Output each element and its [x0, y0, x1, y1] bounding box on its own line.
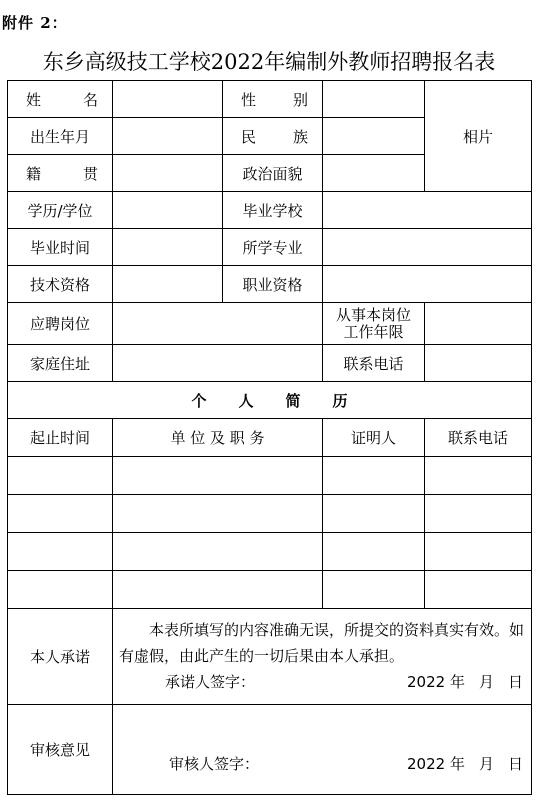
resume-witness-cell[interactable]	[323, 495, 425, 533]
commitment-signer-label: 承诺人签字：	[165, 673, 256, 691]
resume-period-cell[interactable]	[8, 457, 113, 495]
years-label: 从事本岗位 工作年限	[323, 303, 425, 345]
name-field[interactable]	[113, 81, 223, 118]
resume-col-unit: 单 位 及 职 务	[113, 419, 323, 457]
prof-qual-field[interactable]	[323, 266, 532, 303]
major-label: 所学专业	[223, 229, 323, 266]
table-row	[8, 571, 532, 609]
grad-time-label: 毕业时间	[8, 229, 113, 266]
resume-unit-cell[interactable]	[113, 495, 323, 533]
name-label: 姓 名	[8, 81, 113, 118]
review-date: 2022 年 月 日	[407, 755, 523, 773]
grad-time-field[interactable]	[113, 229, 223, 266]
commitment-content	[113, 609, 532, 705]
tech-qual-label: 技术资格	[8, 266, 113, 303]
address-label: 家庭住址	[8, 345, 113, 382]
political-label: 政治面貌	[223, 155, 323, 192]
ethnic-field[interactable]	[323, 118, 425, 155]
commitment-label: 本人承诺	[8, 609, 113, 705]
commitment-text: 本表所填写的内容准确无误，所提交的资料真实有效。如有虚假，由此产生的一切后果由本人承担。	[119, 621, 525, 665]
gender-field[interactable]	[323, 81, 425, 118]
major-field[interactable]	[323, 229, 532, 266]
phone-label: 联系电话	[323, 345, 425, 382]
resume-period-cell[interactable]	[8, 495, 113, 533]
position-field[interactable]	[113, 303, 323, 345]
resume-unit-cell[interactable]	[113, 571, 323, 609]
resume-phone-cell[interactable]	[425, 495, 532, 533]
ethnic-label: 民 族	[223, 118, 323, 155]
annex-label: 附件 2：	[2, 14, 68, 32]
resume-phone-cell[interactable]	[425, 571, 532, 609]
review-signer-label: 审核人签字：	[169, 755, 260, 773]
form-title: 东乡高级技工学校2022年编制外教师招聘报名表	[42, 50, 496, 74]
resume-witness-cell[interactable]	[323, 571, 425, 609]
photo-label: 相片	[462, 127, 493, 146]
commitment-date: 2022 年 月 日	[407, 673, 523, 691]
resume-col-witness: 证明人	[323, 419, 425, 457]
resume-witness-cell[interactable]	[323, 533, 425, 571]
phone-field[interactable]	[425, 345, 532, 382]
review-content[interactable]	[113, 705, 532, 795]
birth-field[interactable]	[113, 118, 223, 155]
review-label: 审核意见	[8, 705, 113, 795]
resume-col-period: 起止时间	[8, 419, 113, 457]
prof-qual-label: 职业资格	[223, 266, 323, 303]
resume-witness-cell[interactable]	[323, 457, 425, 495]
years-field[interactable]	[425, 303, 532, 345]
photo-box[interactable]	[425, 81, 532, 192]
school-label: 毕业学校	[223, 192, 323, 229]
registration-form	[7, 80, 532, 795]
resume-phone-cell[interactable]	[425, 457, 532, 495]
education-label: 学历/学位	[8, 192, 113, 229]
address-field[interactable]	[113, 345, 323, 382]
table-row	[8, 495, 532, 533]
native-label: 籍 贯	[8, 155, 113, 192]
resume-unit-cell[interactable]	[113, 457, 323, 495]
resume-heading: 个 人 简 历	[8, 382, 532, 419]
resume-period-cell[interactable]	[8, 571, 113, 609]
school-field[interactable]	[323, 192, 532, 229]
resume-unit-cell[interactable]	[113, 533, 323, 571]
position-label: 应聘岗位	[8, 303, 113, 345]
gender-label: 性 别	[223, 81, 323, 118]
political-field[interactable]	[323, 155, 425, 192]
resume-period-cell[interactable]	[8, 533, 113, 571]
resume-col-phone: 联系电话	[425, 419, 532, 457]
tech-qual-field[interactable]	[113, 266, 223, 303]
table-row	[8, 457, 532, 495]
resume-phone-cell[interactable]	[425, 533, 532, 571]
education-field[interactable]	[113, 192, 223, 229]
birth-label: 出生年月	[8, 118, 113, 155]
table-row	[8, 533, 532, 571]
native-field[interactable]	[113, 155, 223, 192]
